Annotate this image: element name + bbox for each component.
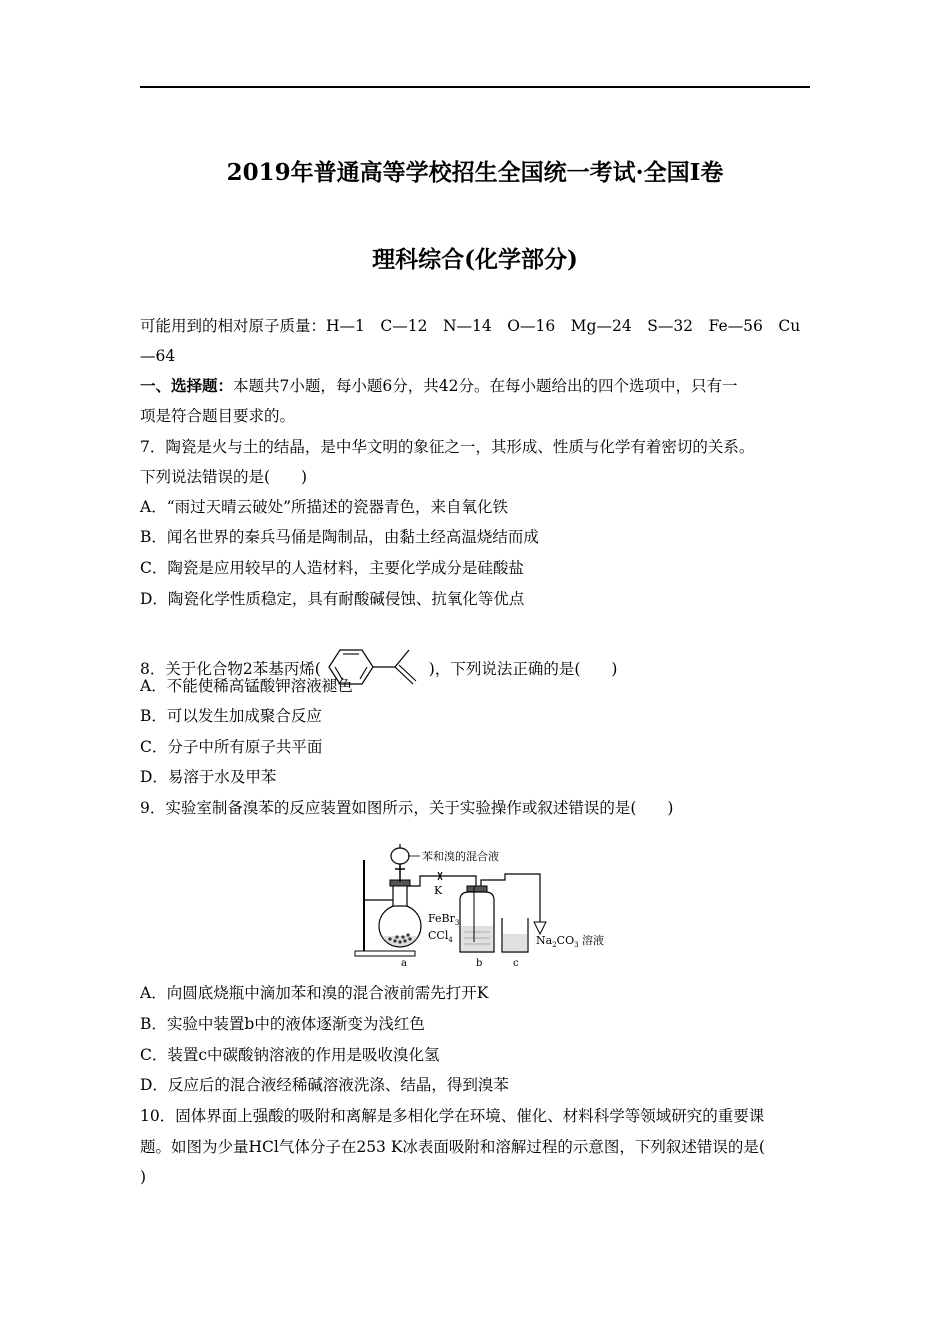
section-instructions-cont: 项是符合题目要求的。: [140, 407, 296, 425]
atomic-masses-line: 可能用到的相对原子质量：H—1 C—12 N—14 O—16 Mg—24 S—32 Fe—56 Cu: [140, 317, 801, 335]
exam-title: 2019年普通高等学校招生全国统一考试·全国Ⅰ卷: [226, 159, 724, 186]
bromobenzene-apparatus-figure: [350, 842, 615, 972]
q9-option-d: D．反应后的混合液经稀碱溶液洗涤、结晶，得到溴苯: [140, 1076, 509, 1094]
q7-option-b: B．闻名世界的秦兵马俑是陶制品，由黏土经高温烧结而成: [140, 528, 539, 546]
solvent-label: CCl$_4$: [428, 929, 453, 944]
q7-stem: 7．陶瓷是火与土的结晶，是中华文明的象征之一，其形成、性质与化学有着密切的关系。: [140, 438, 755, 456]
q8-stem-post: )，下列说法正确的是( ): [428, 660, 618, 678]
q7-option-c: C．陶瓷是应用较早的人造材料，主要化学成分是硅酸盐: [140, 559, 524, 577]
label-c: c: [513, 958, 519, 969]
section-label: 一、选择题：: [140, 376, 234, 395]
q10-stem-cont2: ): [140, 1168, 147, 1186]
beaker-label: $Na_2CO_3$ 溶液: [536, 934, 605, 949]
catalyst-label: FeBr$_3$: [428, 912, 460, 927]
q7-stem-cont: 下列说法错误的是( ): [140, 468, 308, 486]
q10-stem-cont: 题。如图为少量HCl气体分子在253 K冰表面吸附和溶解过程的示意图，下列叙述错误的是(: [140, 1138, 765, 1156]
q8-stem-pre: 8．关于化合物2苯基丙烯(: [140, 660, 321, 678]
q8-option-a: A．不能使稀高锰酸钾溶液褪色: [140, 677, 353, 695]
q8-option-b: B．可以发生加成聚合反应: [140, 707, 322, 725]
exam-subtitle: 理科综合(化学部分): [372, 246, 578, 273]
q9-stem: 9．实验室制备溴苯的反应装置如图所示，关于实验操作或叙述错误的是( ): [140, 799, 674, 817]
q8-option-c: C．分子中所有原子共平面: [140, 738, 323, 756]
q9-option-a: A．向圆底烧瓶中滴加苯和溴的混合液前需先打开K: [140, 984, 489, 1002]
q7-option-d: D．陶瓷化学性质稳定，具有耐酸碱侵蚀、抗氧化等优点: [140, 590, 525, 608]
q7-option-a: A．“雨过天晴云破处”所描述的瓷器青色，来自氧化铁: [140, 498, 509, 516]
valve-label: K: [434, 884, 443, 897]
atomic-masses-line-cont: —64: [140, 347, 176, 365]
q9-option-b: B．实验中装置b中的液体逐渐变为浅红色: [140, 1015, 425, 1033]
label-b: b: [476, 958, 483, 969]
q9-option-c: C．装置c中碳酸钠溶液的作用是吸收溴化氢: [140, 1046, 440, 1064]
q8-option-d: D．易溶于水及甲苯: [140, 768, 277, 786]
label-a: a: [401, 958, 407, 969]
funnel-label: 苯和溴的混合液: [422, 850, 499, 863]
section-text: 本题共7小题，每小题6分，共42分。在每小题给出的四个选项中，只有一: [233, 377, 738, 395]
q10-stem: 10．固体界面上强酸的吸附和离解是多相化学在环境、催化、材料科学等领域研究的重要课: [140, 1107, 765, 1125]
section-instructions: [140, 376, 812, 396]
header-rule: [140, 86, 810, 88]
